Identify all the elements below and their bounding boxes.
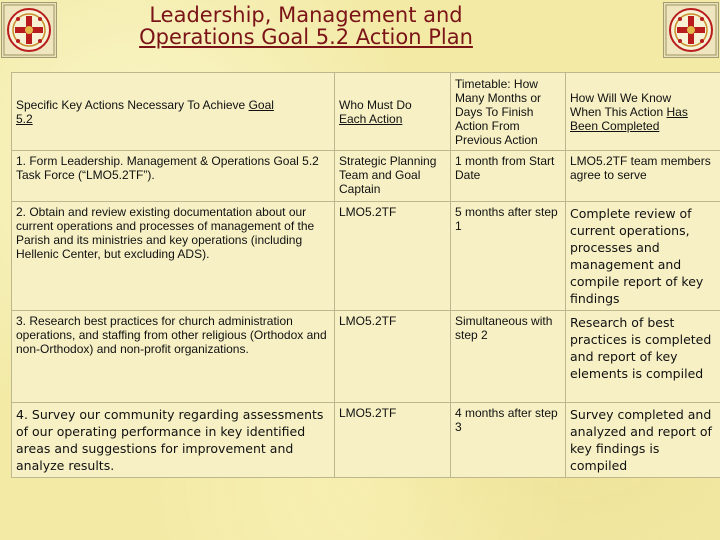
row-4-completion: Survey completed and analyzed and report of key findings is compiled [566,403,720,478]
row-2-who: LMO5.2TF [335,202,451,311]
header-know-line-2-has: Has [666,104,688,119]
slide-title-line-1: Leadership, Management and [149,3,463,27]
row-3-timetable: Simultaneous with step 2 [451,311,566,403]
slide-title [0,4,612,48]
slide-title-line-2: Operations Goal 5.2 Action Plan [139,25,473,49]
header-actions-goal: Goal [248,97,274,112]
row-1-timetable: 1 month from Start Date [451,151,566,202]
header-specific-key-actions [12,73,335,151]
header-who-line-2: Each Action [339,111,403,126]
header-timetable-text: Timetable: How Many Months or Days To Finish Action From Previous Action [455,76,542,147]
row-1-who: Strategic Planning Team and Goal Captain [335,151,451,202]
row-4-timetable: 4 months after step 3 [451,403,566,478]
header-know-line-1: How Will We Know [570,90,672,105]
action-plan-table [11,72,720,478]
table-row [12,311,720,403]
header-how-will-we-know [566,73,720,151]
row-4-who: LMO5.2TF [335,403,451,478]
row-3-action: 3. Research best practices for church administration operations, and staffing from other religious (Orthodox and non-Orthodox) and non-profit organizations. [12,311,335,403]
header-timetable [451,73,566,151]
row-3-who: LMO5.2TF [335,311,451,403]
row-1-completion: LMO5.2TF team members agree to serve [566,151,720,202]
church-emblem-right [663,2,719,58]
table-row [12,151,720,202]
church-seal-icon [664,3,718,57]
row-2-timetable: 5 months after step 1 [451,202,566,311]
header-who-line-1: Who Must Do [339,97,412,112]
table-row [12,403,720,478]
header-know-line-2: When This Action [570,104,667,119]
table-row [12,202,720,311]
row-2-completion: Complete review of current operations, processes and management and compile report of key findings [566,202,720,311]
header-who-must-do [335,73,451,151]
row-3-completion: Research of best practices is completed and report of key elements is compiled [566,311,720,403]
header-actions-text: Specific Key Actions Necessary To Achieve [16,97,249,112]
row-4-action: 4. Survey our community regarding assessments of our operating performance in key identified areas and suggestions for improvement and analyze results. [12,403,335,478]
header-actions-goal-number: 5.2 [16,111,33,126]
row-2-action: 2. Obtain and review existing documentation about our current operations and processes of management of the Parish and its ministries and key operations (including Hellenic Center, but excluding ADS). [12,202,335,311]
row-1-action: 1. Form Leadership. Management & Operations Goal 5.2 Task Force (“LMO5.2TF”). [12,151,335,202]
table-header-row [12,73,720,151]
header-know-line-3: Been Completed [570,118,660,133]
